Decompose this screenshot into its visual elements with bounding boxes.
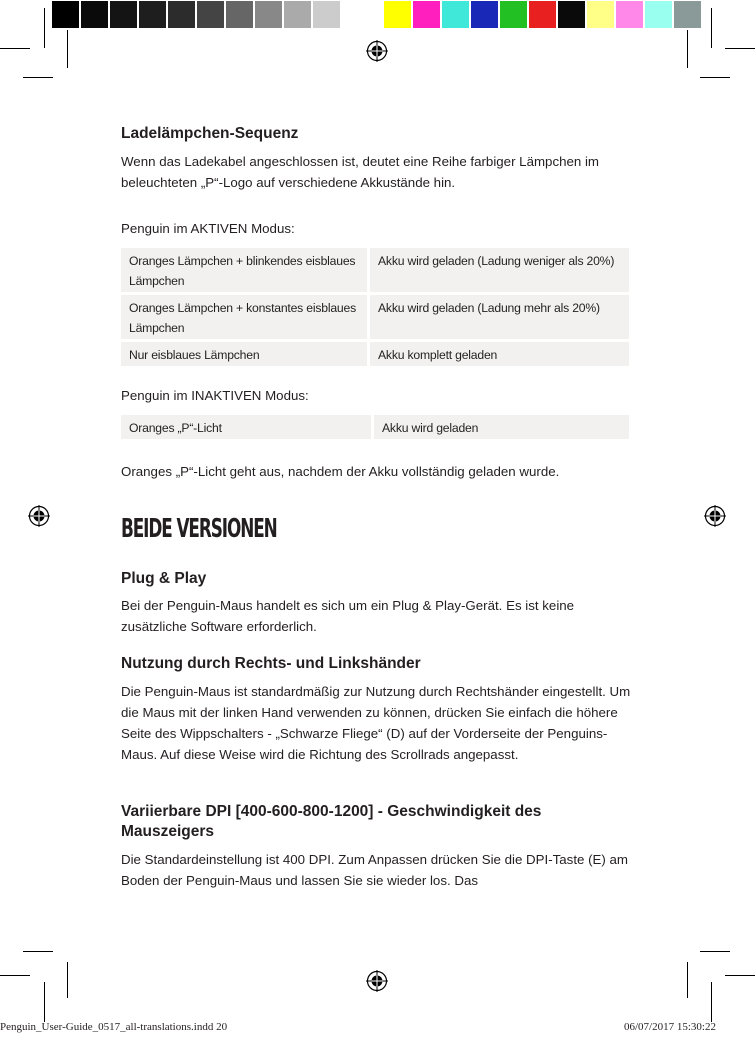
led-note: Oranges „P“-Licht geht aus, nachdem der Akku vollständig geladen wurde. (121, 464, 560, 479)
table-cell-status: Akku wird geladen (Ladung weniger als 20%) (370, 248, 629, 292)
crop-mark (687, 30, 688, 68)
active-mode-table (118, 245, 632, 369)
process-color-bar (383, 0, 702, 29)
color-swatch (341, 0, 370, 29)
color-swatch (528, 0, 557, 29)
color-swatch (644, 0, 673, 29)
table-cell-light: Oranges Lämpchen + konstantes eisblaues Lämpchen (121, 295, 367, 339)
table-cell-light: Nur eisblaues Lämpchen (121, 342, 367, 366)
crop-mark (0, 48, 30, 49)
table-cell-status: Akku wird geladen (374, 415, 629, 439)
color-swatch (196, 0, 225, 29)
color-swatch (80, 0, 109, 29)
color-swatch (109, 0, 138, 29)
crop-mark (67, 962, 68, 998)
registration-mark-icon (366, 970, 388, 992)
table-cell-light: Oranges Lämpchen + blinkendes eisblaues Lämpchen (121, 248, 367, 292)
crop-mark (0, 975, 30, 976)
slug-filename: Penguin_User-Guide_0517_all-translations.indd 20 (0, 1021, 228, 1033)
table-row (121, 248, 629, 292)
color-swatch (51, 0, 80, 29)
crop-mark (725, 975, 755, 976)
crop-mark (23, 951, 53, 952)
active-mode-label: Penguin im AKTIVEN Modus: (121, 221, 295, 236)
crop-mark (700, 951, 730, 952)
inactive-mode-table (118, 412, 632, 442)
color-swatch (557, 0, 586, 29)
crop-mark (711, 982, 712, 1022)
handedness-text: Die Penguin-Maus ist standardmäßig zur Nutzung durch Rechtshänder eingestellt. Um die Maus mit der linken Hand verwenden zu können, drücken Sie einfach die höhere Seite des Wippschalters - „Schwarze Fliege“ (D) auf der Vorderseite der Penguins-Maus. Auf diese Weise wird die Richtung des Scrollrads angepasst. (121, 684, 631, 762)
crop-mark (725, 48, 755, 49)
color-swatch (586, 0, 615, 29)
dpi-text: Die Standardeinstellung ist 400 DPI. Zum Anpassen drücken Sie die DPI-Taste (E) am Boden der Penguin-Maus und lassen Sie sie wieder los. Das (121, 852, 629, 888)
crop-mark (44, 8, 45, 48)
crop-mark (700, 77, 730, 78)
color-swatch (138, 0, 167, 29)
table-row (121, 295, 629, 339)
plug-play-text: Bei der Penguin-Maus handelt es sich um ein Plug & Play-Gerät. Es ist keine zusätzliche Software erforderlich. (121, 598, 575, 634)
led-sequence-heading: Ladelämpchen-Sequenz (121, 125, 299, 142)
color-swatch (283, 0, 312, 29)
color-swatch (499, 0, 528, 29)
color-swatch (383, 0, 412, 29)
color-swatch (470, 0, 499, 29)
crop-mark (687, 962, 688, 998)
handedness-heading: Nutzung durch Rechts- und Linkshänder (121, 655, 421, 672)
color-swatch (673, 0, 702, 29)
plug-play-heading: Plug & Play (121, 570, 207, 587)
crop-mark (711, 8, 712, 48)
registration-mark-icon (28, 505, 50, 527)
table-cell-light: Oranges „P“-Licht (121, 415, 371, 439)
inactive-mode-label: Penguin im INAKTIVEN Modus: (121, 388, 309, 403)
section-title: BEIDE VERSIONEN (121, 514, 277, 544)
color-swatch (312, 0, 341, 29)
registration-mark-icon (704, 505, 726, 527)
registration-mark-icon (366, 40, 388, 62)
led-sequence-intro: Wenn das Ladekabel angeschlossen ist, deutet eine Reihe farbiger Lämpchen im beleuchteten „P“-Logo auf verschiedene Akkustände hin. (121, 154, 600, 190)
dpi-heading: Variierbare DPI [400-600-800-1200] - Geschwindigkeit des Mauszeigers (121, 803, 542, 840)
table-row (121, 342, 629, 366)
table-cell-status: Akku komplett geladen (370, 342, 629, 366)
color-swatch (441, 0, 470, 29)
table-cell-status: Akku wird geladen (Ladung mehr als 20%) (370, 295, 629, 339)
crop-mark (23, 77, 53, 78)
color-swatch (167, 0, 196, 29)
crop-mark (44, 982, 45, 1022)
color-swatch (254, 0, 283, 29)
color-swatch (615, 0, 644, 29)
table-row (121, 415, 629, 439)
slug-timestamp: 06/07/2017 15:30:22 (624, 1021, 716, 1033)
crop-mark (67, 30, 68, 68)
grayscale-color-bar (51, 0, 370, 29)
color-swatch (412, 0, 441, 29)
color-swatch (225, 0, 254, 29)
